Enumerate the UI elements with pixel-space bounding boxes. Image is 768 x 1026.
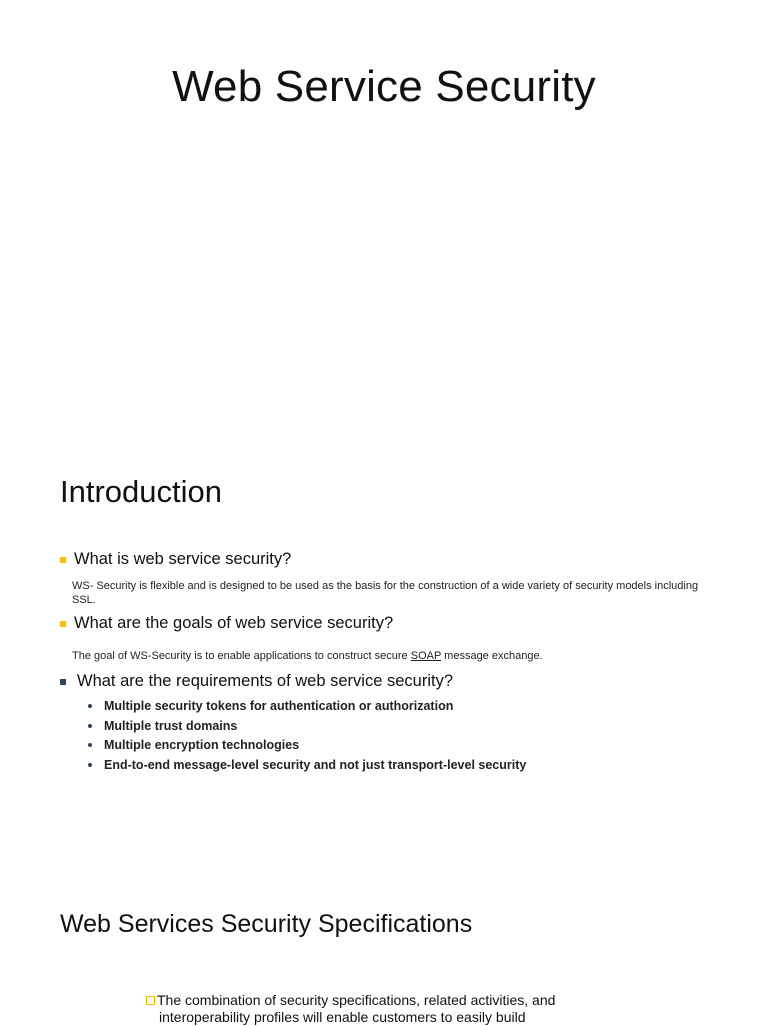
slide-introduction — [0, 440, 768, 870]
presentation-title: Web Service Security — [172, 62, 596, 111]
answer-2-post: message exchange. — [441, 650, 543, 662]
dot-bullet-icon — [88, 763, 92, 767]
spec-line-1: The combination of security specifications, related activities, and — [157, 992, 556, 1008]
list-item-text: Multiple encryption technologies — [104, 738, 300, 753]
question-1-text: What is web service security? — [74, 550, 292, 568]
square-bullet-icon — [60, 557, 66, 563]
spec-line-2: interoperability profiles will enable customers to easily build — [159, 1009, 526, 1025]
slide-heading: Web Services Security Specifications — [60, 910, 473, 938]
question-2 — [60, 614, 393, 633]
slide-title — [0, 0, 768, 440]
question-3 — [60, 672, 453, 691]
list-item — [88, 716, 526, 736]
square-bullet-icon — [60, 679, 66, 685]
requirements-list — [88, 696, 526, 775]
spec-bullet — [146, 992, 666, 1026]
slide-specifications — [0, 870, 768, 1024]
slide-heading: Introduction — [60, 474, 222, 509]
checkbox-bullet-icon — [146, 996, 155, 1005]
answer-1: WS- Security is flexible and is designed to be used as the basis for the construction of a wide variety of security models including SSL. — [72, 580, 699, 606]
dot-bullet-icon — [88, 704, 92, 708]
dot-bullet-icon — [88, 724, 92, 728]
list-item-text: Multiple security tokens for authentication or authorization — [104, 698, 454, 713]
list-item — [88, 755, 526, 775]
list-item-text: Multiple trust domains — [104, 718, 238, 733]
question-2-text: What are the goals of web service security? — [74, 614, 394, 632]
list-item-text: End-to-end message-level security and not just transport-level security — [104, 757, 527, 772]
soap-link[interactable]: SOAP — [410, 650, 442, 662]
question-1 — [60, 550, 291, 569]
list-item — [88, 735, 526, 755]
question-3-text: What are the requirements of web service security? — [77, 672, 453, 690]
dot-bullet-icon — [88, 743, 92, 747]
list-item — [88, 696, 526, 716]
answer-2-pre: The goal of WS-Security is to enable applications to construct secure — [72, 650, 411, 662]
answer-2 — [72, 649, 722, 663]
square-bullet-icon — [60, 621, 66, 627]
